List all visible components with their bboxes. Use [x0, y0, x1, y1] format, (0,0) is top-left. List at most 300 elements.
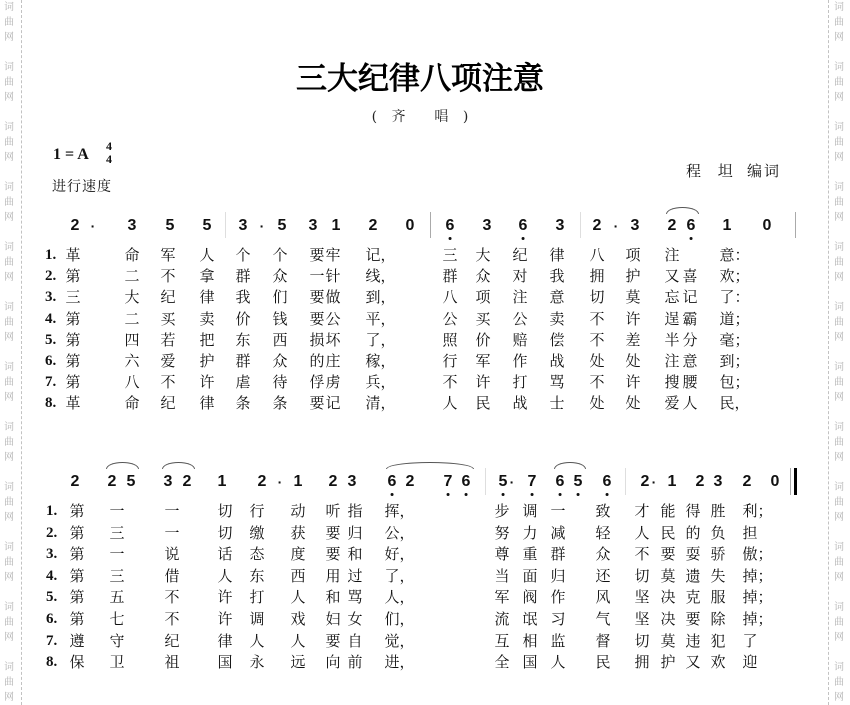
augmentation-dot: ·: [509, 474, 515, 490]
lyric-syllable: 卫: [109, 653, 125, 672]
lyric-syllable: 个: [272, 246, 288, 264]
lyric-syllable: 能: [660, 502, 676, 520]
lyric-syllable: 众: [272, 267, 288, 286]
lyric-syllable: 听指: [325, 502, 370, 520]
lyric-syllable: 归: [550, 566, 566, 585]
lyric-syllable: 重: [522, 545, 538, 564]
lyric-syllable: 人: [249, 631, 265, 650]
note: 3: [713, 473, 723, 490]
lyric-syllable: 习: [550, 610, 566, 628]
lyric-syllable: 战: [512, 394, 528, 413]
verse-number: 3.: [45, 289, 57, 306]
lyric-syllable: 了：: [719, 288, 750, 307]
watermark-char: 词: [4, 542, 14, 553]
watermark-char: 词: [834, 662, 844, 673]
watermark-char: 曲: [834, 257, 844, 268]
lyric-syllable: 话: [217, 545, 233, 564]
lyric-syllable: 行: [442, 352, 458, 370]
lyric-syllable: 律: [199, 394, 215, 413]
lyric-syllable: 律: [549, 246, 565, 264]
verse-number: 4.: [46, 567, 58, 584]
lyric-syllable: 条: [235, 394, 251, 413]
lyric-syllable: 价: [235, 309, 251, 328]
lyric-syllable: 行: [249, 502, 265, 520]
lyric-syllable: 第: [65, 373, 81, 392]
lyric-syllable: 不: [164, 610, 180, 628]
watermark-char: 曲: [4, 257, 14, 268]
lyric-syllable: 一: [164, 523, 180, 542]
watermark-char: 网: [4, 392, 14, 403]
watermark-char: 曲: [834, 377, 844, 388]
watermark-char: 曲: [4, 317, 14, 328]
lyric-syllable: 作: [550, 588, 566, 607]
note: 3: [127, 217, 137, 234]
lyric-syllable: 减: [550, 523, 566, 542]
lyric-syllable: 要和: [325, 545, 370, 564]
lyric-syllable: 俘虏: [309, 373, 342, 392]
watermark-char: 词: [4, 422, 14, 433]
lyric-syllable: 人: [290, 588, 306, 607]
watermark-char: 词: [4, 62, 14, 73]
lyric-syllable: 三: [442, 246, 458, 264]
watermark-char: 曲: [4, 617, 14, 628]
lyric-syllable: 遗失: [685, 566, 736, 585]
lyric-syllable: 平，: [365, 309, 396, 328]
lyric-syllable: 一: [109, 502, 125, 520]
watermark-char: 网: [834, 392, 844, 403]
key-signature: 1 = A: [53, 146, 89, 163]
lyric-syllable: 坚: [634, 610, 650, 628]
lyric-syllable: 第: [69, 610, 85, 628]
watermark-char: 词: [4, 122, 14, 133]
time-signature-top: 4: [106, 139, 112, 153]
lyric-syllable: 担: [742, 523, 758, 542]
augmentation-dot: ·: [651, 474, 657, 490]
watermark-char: 词: [4, 302, 14, 313]
watermark-char: 词: [834, 2, 844, 13]
lyric-syllable: 忘记: [664, 288, 701, 307]
watermark-char: 网: [834, 452, 844, 463]
lyric-syllable: 和骂: [325, 588, 370, 607]
note-low-octave: 6: [445, 217, 455, 234]
lyric-syllable: 条: [272, 394, 288, 413]
lyric-syllable: 的庄: [309, 352, 342, 370]
lyric-syllable: 不: [589, 309, 605, 328]
lyric-syllable: 国: [522, 653, 538, 672]
final-barline-thick: [794, 468, 797, 495]
lyric-syllable: 督: [595, 631, 611, 650]
lyric-syllable: 买: [475, 309, 491, 328]
lyric-syllable: 不: [589, 373, 605, 392]
watermark-char: 网: [4, 632, 14, 643]
lyric-syllable: 公: [442, 309, 458, 328]
lyric-syllable: 永: [249, 653, 265, 672]
watermark-char: 网: [834, 32, 844, 43]
lyric-syllable: 若: [160, 330, 176, 349]
lyric-syllable: 纪: [160, 288, 176, 307]
note: 2: [640, 473, 650, 490]
lyric-syllable: 得胜: [685, 502, 736, 520]
note: 2: [742, 473, 752, 490]
watermark-char: 网: [834, 272, 844, 283]
lyric-syllable: 纪: [160, 394, 176, 413]
lyric-syllable: 东: [235, 330, 251, 349]
lyric-syllable: 守: [109, 631, 125, 650]
watermark-char: 词: [834, 482, 844, 493]
lyric-syllable: 搜腰: [664, 373, 701, 392]
note-low-octave: 5: [498, 473, 508, 490]
verse-number: 6.: [46, 611, 58, 627]
lyric-syllable: 意: [549, 288, 565, 307]
lyric-syllable: 打: [249, 588, 265, 607]
note: 5: [277, 217, 287, 234]
note: 1: [293, 473, 303, 490]
note: 3: [308, 217, 318, 234]
watermark-char: 网: [834, 692, 844, 703]
lyric-syllable: 众: [475, 267, 491, 286]
lyric-syllable: 人: [290, 631, 306, 650]
verse-number: 7.: [46, 632, 58, 649]
lyric-syllable: 第: [69, 588, 85, 607]
lyric-syllable: 士: [549, 394, 565, 413]
watermark-char: 词: [834, 62, 844, 73]
lyric-syllable: 违犯: [685, 631, 736, 650]
watermark-char: 词: [834, 602, 844, 613]
lyric-syllable: 气: [595, 610, 611, 628]
watermark-char: 曲: [834, 557, 844, 568]
lyric-syllable: 爱人: [664, 394, 701, 413]
lyric-syllable: 七: [109, 610, 125, 628]
watermark-char: 网: [834, 572, 844, 583]
note-low-octave: 6: [555, 473, 565, 490]
note: 2: [70, 217, 80, 234]
lyric-syllable: 要归: [325, 523, 370, 542]
lyric-syllable: 切: [217, 502, 233, 520]
lyric-syllable: 一针: [309, 267, 342, 286]
note: 2: [182, 473, 192, 490]
watermark-char: 网: [4, 92, 14, 103]
lyric-syllable: 说: [164, 545, 180, 564]
lyric-syllable: 许: [217, 610, 233, 628]
verse-number: 1.: [45, 247, 57, 263]
note: 3: [555, 217, 565, 234]
lyric-syllable: 半分: [664, 330, 701, 349]
lyric-syllable: 借: [164, 566, 180, 585]
watermark-char: 网: [4, 572, 14, 583]
lyric-syllable: 人，: [384, 588, 415, 607]
lyric-syllable: 三: [109, 523, 125, 542]
lyric-syllable: 致: [595, 502, 611, 520]
lyric-syllable: 西: [290, 566, 306, 585]
lyric-syllable: 调: [522, 502, 538, 520]
watermark-char: 网: [4, 452, 14, 463]
watermark-char: 曲: [4, 377, 14, 388]
lyric-syllable: 才: [634, 502, 650, 520]
lyric-syllable: 了，: [365, 330, 396, 349]
note: 3: [347, 473, 357, 490]
note-low-octave: 6: [518, 217, 528, 234]
lyric-syllable: 注意: [664, 352, 701, 370]
lyric-syllable: 革: [65, 246, 81, 264]
verse-number: 5.: [46, 589, 58, 606]
lyric-syllable: 群: [442, 267, 458, 286]
lyric-syllable: 国: [217, 653, 233, 672]
lyric-syllable: 掉；: [742, 588, 773, 607]
lyric-syllable: 努: [494, 523, 510, 542]
lyric-syllable: 许: [475, 373, 491, 392]
watermark-char: 网: [834, 512, 844, 523]
lyric-syllable: 差: [625, 330, 641, 349]
watermark-char: 词: [834, 182, 844, 193]
lyric-syllable: 不: [634, 545, 650, 564]
watermark-char: 曲: [834, 317, 844, 328]
lyric-syllable: 们: [272, 288, 288, 307]
augmentation-dot: ·: [277, 474, 283, 490]
lyric-syllable: 民: [475, 394, 491, 413]
watermark-char: 词: [834, 362, 844, 373]
lyric-syllable: 清，: [365, 394, 396, 413]
lyric-syllable: 六: [124, 352, 140, 370]
watermark-char: 曲: [834, 497, 844, 508]
lyric-syllable: 革: [65, 394, 81, 413]
lyric-syllable: 战: [549, 352, 565, 370]
lyric-syllable: 拿: [199, 267, 215, 286]
lyric-syllable: 到；: [719, 352, 750, 370]
watermark-char: 词: [4, 182, 14, 193]
lyric-syllable: 注: [512, 288, 528, 307]
lyric-syllable: 处: [589, 394, 605, 413]
lyric-syllable: 要记: [309, 394, 342, 413]
watermark-char: 曲: [4, 77, 14, 88]
watermark-char: 词: [834, 242, 844, 253]
lyric-syllable: 项: [475, 288, 491, 307]
verse-number: 2.: [45, 268, 57, 285]
lyric-syllable: 尊: [494, 545, 510, 564]
verse-number: 4.: [45, 310, 57, 327]
watermark-char: 网: [4, 212, 14, 223]
lyric-syllable: 切: [589, 288, 605, 307]
lyric-syllable: 钱: [272, 309, 288, 328]
lyric-syllable: 轻: [595, 523, 611, 542]
note-low-octave: 6: [686, 217, 696, 234]
note-low-octave: 7: [527, 473, 537, 490]
augmentation-dot: ·: [90, 218, 96, 234]
lyric-syllable: 照: [442, 330, 458, 349]
lyric-syllable: 挥，: [384, 502, 415, 520]
lyric-syllable: 保: [69, 653, 85, 672]
lyric-syllable: 一: [109, 545, 125, 564]
lyric-syllable: 道；: [719, 309, 750, 328]
lyric-syllable: 第: [65, 352, 81, 370]
note: 1: [722, 217, 732, 234]
lyric-syllable: 人: [199, 246, 215, 264]
lyric-syllable: 爱: [160, 352, 176, 370]
verse-number: 2.: [46, 524, 58, 541]
lyric-syllable: 流: [494, 610, 510, 628]
lyric-syllable: 一: [164, 502, 180, 520]
lyric-syllable: 律: [217, 631, 233, 650]
lyricist-role: 编词: [747, 162, 782, 180]
lyric-syllable: 遵: [69, 631, 85, 650]
lyric-syllable: 处: [589, 352, 605, 370]
lyric-syllable: 偿: [549, 330, 565, 349]
lyric-syllable: 监: [550, 631, 566, 650]
lyric-syllable: 人: [442, 394, 458, 413]
lyric-syllable: 第: [65, 309, 81, 328]
lyric-syllable: 众: [272, 352, 288, 370]
lyric-syllable: 军: [494, 588, 510, 607]
watermark-char: 词: [4, 602, 14, 613]
lyric-syllable: 记，: [365, 246, 396, 264]
lyric-syllable: 全: [494, 653, 510, 672]
watermark-char: 网: [834, 152, 844, 163]
lyric-syllable: 了: [742, 631, 758, 650]
watermark-char: 曲: [4, 17, 14, 28]
lyric-syllable: 不: [160, 373, 176, 392]
lyric-syllable: 民: [660, 523, 676, 542]
lyric-syllable: 要: [660, 545, 676, 564]
lyric-syllable: 民，: [719, 394, 750, 413]
lyric-syllable: 公，: [384, 523, 415, 542]
lyric-syllable: 赔: [512, 330, 528, 349]
time-signature-bottom: 4: [106, 152, 112, 166]
lyric-syllable: 又欢: [685, 653, 736, 672]
note: 2: [592, 217, 602, 234]
note: 3: [482, 217, 492, 234]
note: 2: [328, 473, 338, 490]
note: 2: [70, 473, 80, 490]
lyric-syllable: 毫；: [719, 330, 750, 349]
lyric-syllable: 向前: [325, 653, 370, 672]
lyric-syllable: 阀: [522, 588, 538, 607]
watermark-char: 曲: [4, 677, 14, 688]
lyric-syllable: 第: [69, 523, 85, 542]
watermark-char: 词: [834, 302, 844, 313]
note: 1: [667, 473, 677, 490]
note-low-octave: 6: [602, 473, 612, 490]
slur: [386, 462, 474, 469]
watermark-char: 曲: [4, 197, 14, 208]
lyric-syllable: 不: [589, 330, 605, 349]
lyric-syllable: 又喜: [664, 267, 701, 286]
lyric-syllable: 缴: [249, 523, 265, 542]
lyric-syllable: 许: [199, 373, 215, 392]
lyric-syllable: 五: [109, 588, 125, 607]
watermark-char: 词: [834, 542, 844, 553]
verse-number: 1.: [46, 503, 58, 519]
lyric-syllable: 兵，: [365, 373, 396, 392]
lyric-syllable: 人: [217, 566, 233, 585]
verse-number: 3.: [46, 546, 58, 563]
lyric-syllable: 纪: [512, 246, 528, 264]
bar-line: [485, 468, 486, 495]
watermark-char: 网: [834, 212, 844, 223]
lyric-syllable: 当: [494, 566, 510, 585]
watermark-char: 曲: [4, 497, 14, 508]
lyric-syllable: 要牢: [309, 246, 342, 264]
lyric-syllable: 决: [660, 610, 676, 628]
lyric-syllable: 大: [475, 246, 491, 264]
lyric-syllable: 律: [199, 288, 215, 307]
watermark-char: 网: [4, 152, 14, 163]
note: 1: [331, 217, 341, 234]
lyric-syllable: 命: [124, 246, 140, 264]
lyric-syllable: 命: [124, 394, 140, 413]
lyric-syllable: 不: [160, 267, 176, 286]
lyric-syllable: 要做: [309, 288, 342, 307]
lyric-syllable: 纪: [164, 631, 180, 650]
verse-number: 7.: [45, 374, 57, 391]
watermark-char: 词: [4, 242, 14, 253]
lyric-syllable: 卖: [199, 309, 215, 328]
lyric-syllable: 面: [522, 566, 538, 585]
lyric-syllable: 获: [290, 523, 306, 542]
lyric-syllable: 价: [475, 330, 491, 349]
lyric-syllable: 三: [65, 288, 81, 307]
lyric-syllable: 远: [290, 653, 306, 672]
verse-number: 6.: [45, 353, 57, 369]
lyric-syllable: 用过: [325, 566, 370, 585]
lyric-syllable: 要公: [309, 309, 342, 328]
lyric-syllable: 三: [109, 566, 125, 585]
note: 2: [257, 473, 267, 490]
lyric-syllable: 东: [249, 566, 265, 585]
watermark-char: 曲: [4, 137, 14, 148]
lyric-syllable: 大: [124, 288, 140, 307]
watermark-char: 词: [4, 662, 14, 673]
lyric-syllable: 切: [634, 631, 650, 650]
watermark-char: 曲: [834, 677, 844, 688]
slur: [106, 462, 139, 469]
watermark-char: 网: [4, 692, 14, 703]
lyric-syllable: 氓: [522, 610, 538, 628]
lyric-syllable: 包；: [719, 373, 750, 392]
lyric-syllable: 线，: [365, 267, 396, 286]
lyric-syllable: 的负: [685, 523, 736, 542]
song-title: 三大纪律八项注意: [296, 61, 544, 97]
lyric-syllable: 军: [475, 352, 491, 370]
lyric-syllable: 许: [625, 373, 641, 392]
lyric-syllable: 风: [595, 588, 611, 607]
watermark-char: 网: [834, 332, 844, 343]
watermark-char: 网: [4, 512, 14, 523]
note: 2: [368, 217, 378, 234]
lyric-syllable: 逞霸: [664, 309, 701, 328]
lyric-syllable: 虐: [235, 373, 251, 392]
augmentation-dot: ·: [613, 218, 619, 234]
lyric-syllable: 二: [124, 267, 140, 286]
watermark-char: 网: [834, 632, 844, 643]
lyric-syllable: 妇女: [325, 610, 370, 628]
lyric-syllable: 民: [595, 653, 611, 672]
lyric-syllable: 莫: [660, 566, 676, 585]
lyric-syllable: 稼，: [365, 352, 396, 370]
note: 3: [630, 217, 640, 234]
watermark-char: 曲: [4, 557, 14, 568]
lyric-syllable: 拥: [589, 267, 605, 286]
lyric-syllable: 项: [625, 246, 641, 264]
lyric-syllable: 调: [249, 610, 265, 628]
lyric-syllable: 作: [512, 352, 528, 370]
lyric-syllable: 护: [660, 653, 676, 672]
note-low-octave: 7: [443, 473, 453, 490]
lyric-syllable: 买: [160, 309, 176, 328]
watermark-char: 网: [4, 32, 14, 43]
lyric-syllable: 我: [235, 288, 251, 307]
lyric-syllable: 八: [589, 246, 605, 264]
lyric-syllable: 掉；: [742, 610, 773, 628]
lyric-syllable: 到，: [365, 288, 396, 307]
